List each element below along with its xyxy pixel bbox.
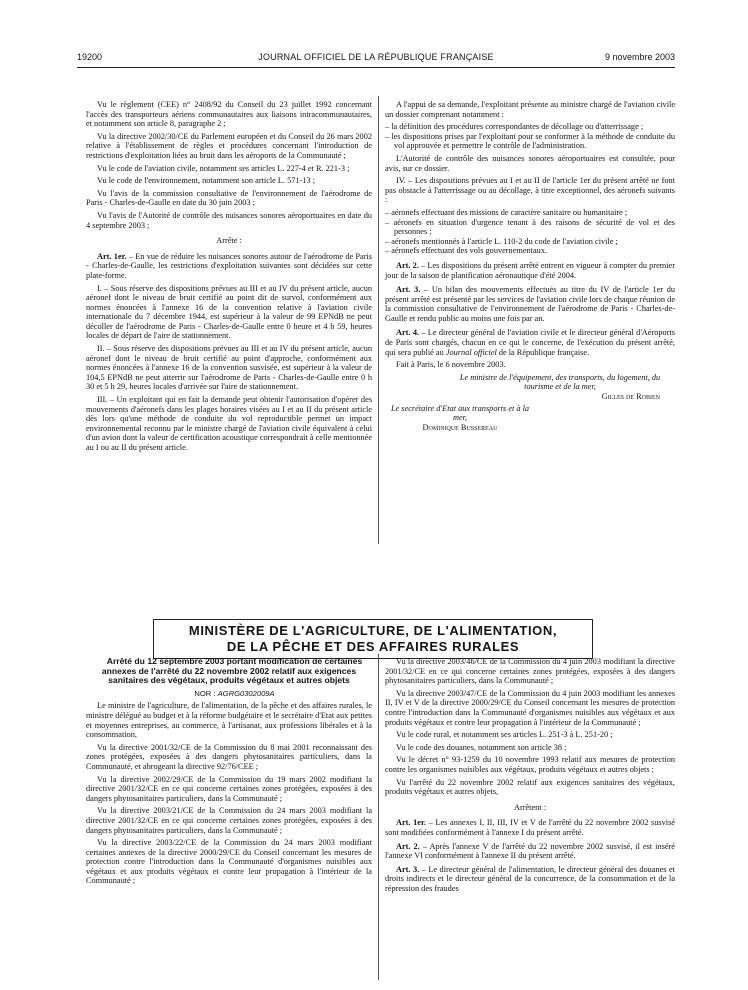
paragraph: L'Autorité de contrôle des nuisances sonores aéroportuaires est consultée, pour avis, sur ce dossier.	[385, 153, 675, 173]
nor-label: NOR :	[194, 688, 218, 698]
section-iii: III. – Un exploitant qui en fait la demande peut obtenir l'autorisation d'opérer des mouvements d'aéronefs dans les plages horaires visées au I et au II du présent article dès lors qu'une méthode de conduite du vol reproductible permet un impact environnemental reconnu par le ministre chargé de l'aviation civile équivalent à celui d'un avion dont la valeur de certification acoustique correspondrait à celle mentionnée au I ou au II du présent article.	[86, 395, 373, 452]
article-text: – En vue de réduire les nuisances sonores autour de l'aérodrome de Paris - Charles-de-Gaulle, les restrictions d'exploitation suivantes sont décidées sur cette plate-forme.	[86, 251, 372, 280]
signatory-name: Dominique Bussereau	[422, 422, 498, 432]
banner-line: DE LA PÊCHE ET DES AFFAIRES RURALES	[226, 639, 520, 654]
paragraph: Le ministre de l'agriculture, de l'alimentation, de la pêche et des affaires rurales, le ministre délégué au budget et à la réforme budgétaire et le secrétaire d'Etat aux petites et moyennes entreprises, au commerce, à l'artisanat, aux professions libérales et à la consommation,	[86, 701, 372, 740]
banner-line: MINISTÈRE DE L'AGRICULTURE, DE L'ALIMENTATION,	[188, 623, 558, 638]
issue-date: 9 novembre 2003	[604, 52, 675, 62]
nor-code: AGRG0302009A	[217, 688, 275, 698]
dash-item: – aéronefs en situation d'urgence tenant à des raisons de sécurité de vol et des personnes ;	[385, 217, 675, 237]
dash-item: – les dispositions prises par l'exploitant pour se conformer à la méthode de conduite du vol approuvée et permettre le contrôle de l'administration.	[385, 131, 675, 151]
article-text: de la République française.	[496, 347, 590, 357]
column-divider-lower	[378, 654, 379, 980]
visa-paragraph: Vu le code de l'environnement, notamment son article L. 571-13 ;	[97, 176, 316, 186]
arretent-heading: Arrêtent :	[513, 802, 547, 812]
page-number: 19200	[77, 52, 103, 62]
lower-left-column	[86, 657, 372, 889]
visa-paragraph: Vu l'arrêté du 22 novembre 2002 relatif aux exigences sanitaires des végétaux, produits végétaux et autres objets,	[385, 777, 675, 797]
visa-paragraph: Vu la directive 2003/46/CE de la Commission du 4 juin 2003 modifiant la directive 2001/32/CE en ce qui concerne certaines zones protégées, exposées à des dangers phytosanitaires particuliers, dans la Communauté ;	[385, 657, 675, 686]
visa-paragraph: Vu la directive 2003/47/CE de la Commission du 4 juin 2003 modifiant les annexes II, IV et V de la directive 2000/29/CE du Conseil concernant les mesures de protection contre l'introduction dans la Communauté d'organismes nuisibles aux végétaux et aux produits végétaux et contre leur propagation à l'intérieur de la Communauté ;	[385, 688, 675, 727]
visa-paragraph: Vu la directive 2003/21/CE de la Commission du 24 mars 2003 modifiant la directive 2001/32/CE en ce qui concerne certaines zones protégées, exposées à des dangers phytosanitaires particuliers, dans la Communauté ;	[86, 806, 372, 835]
article-text: – Les annexes I, II, III, IV et V de l'arrêté du 22 novembre 2002 susvisé sont modifiées conformément à l'annexe I du présent arrêté.	[385, 818, 675, 837]
article-text: – Le directeur général de l'alimentation, le directeur général des douanes et droits indirects et le directeur général de la concurrence, de la consommation et de la répression des fraudes	[385, 864, 675, 893]
upper-right-column	[385, 100, 675, 432]
article-text: – Après l'annexe V de l'arrêté du 22 novembre 2002 susvisé, il est inséré l'annexe VI conformément à l'annexe II du présent arrêté.	[385, 841, 675, 861]
lower-right-column	[385, 657, 675, 896]
article-4	[385, 328, 675, 357]
visa-paragraph: Vu l'avis de la commission consultative de l'environnement de l'aérodrome de Paris - Charles-de-Gaulle en date du 30 juin 2003 ;	[86, 188, 372, 208]
dash-item: – aéronefs effectuant des vols gouvernementaux.	[385, 246, 548, 256]
visa-paragraph: Vu la directive 2002/30/CE du Parlement européen et du Conseil du 26 mars 2002 relative à l'établissement de règles et procédures concernant l'introduction de restrictions d'exploitation liées au bruit dans les aéroports de la Communauté ;	[86, 131, 372, 160]
article-2	[385, 842, 675, 861]
section-i: I. – Sous réserve des dispositions prévues au III et au IV du présent article, aucun aéronef dont le niveau de bruit certifié au point dit de survol, conformément aux normes énoncées à l'annexe 16 de la convention relative à l'aviation civile internationale du 7 décembre 1944, est supérieur à la valeur de 99 EPNdB ne peut décoller de l'aérodrome de Paris - Charles-de-Gaulle entre 0 heure et 4 h 59, heures locales de départ de l'aire de stationnement.	[86, 283, 372, 341]
dash-item: – aéronefs mentionnés à l'article L. 110-2 du code de l'aviation civile ;	[385, 236, 618, 246]
signatory-role: Le secrétaire d'Etat aux transports et à la mer,	[390, 403, 530, 423]
visa-paragraph: Vu la directive 2003/22/CE de la Commission du 24 mars 2003 modifiant certaines annexes de la directive 2000/29/CE du Conseil concernant les mesures de protection contre l'introduction dans la Communauté d'organismes nuisibles aux végétaux et aux produits végétaux et contre leur propagation à l'intérieur de la Communauté ;	[86, 838, 372, 886]
dash-item: – aéronefs effectuant des missions de caractère sanitaire ou humanitaire ;	[385, 207, 628, 217]
visa-paragraph: Vu la directive 2002/29/CE de la Commission du 19 mars 2002 modifiant la directive 2001/32/CE en ce qui concerne certaines zones protégées, exposées à des dangers phytosanitaires particuliers, dans la Communauté ;	[86, 774, 372, 803]
nor-reference	[86, 689, 372, 699]
signatory-name: Gilles de Robien	[601, 392, 660, 402]
paragraph: A l'appui de sa demande, l'exploitant présente au ministre chargé de l'aviation civile un dossier comprenant notamment :	[385, 100, 675, 119]
article-1	[385, 818, 675, 837]
article-text: – Le directeur général de l'aviation civile et le directeur général d'Aéroports de Paris sont chargés, chacun en ce qui le concerne, de l'exécution du présent arrêté, qui sera publié au	[385, 328, 675, 357]
fait-a-paris: Fait à Paris, le 6 novembre 2003.	[396, 360, 506, 370]
decree-title: Arrêté du 12 septembre 2003 portant modification de certaines annexes de l'arrêté du 22 novembre 2002 relatif aux exigences sanitaires des végétaux, produits végétaux et autres objets	[101, 656, 363, 686]
article-label: Art. 3.	[396, 285, 421, 295]
article-text: – Les dispositions du présent arrêté entrent en vigueur à compter du premier jour de la saison de planification aéronautique d'été 2004.	[385, 260, 675, 280]
journal-italic: Journal officiel	[445, 347, 497, 357]
ministry-banner	[153, 619, 593, 659]
journal-title: JOURNAL OFFICIEL DE LA RÉPUBLIQUE FRANÇAISE	[258, 52, 494, 62]
visa-paragraph: Vu le code des douanes, notamment son article 38 ;	[396, 742, 567, 752]
article-3	[385, 285, 675, 323]
arrete-heading: Arrête :	[216, 236, 242, 246]
section-ii: II. – Sous réserve des dispositions prévues au III et au IV du présent article, aucun aéronef dont le niveau de bruit certifié au point d'approche, conformément aux normes énoncées à l'annexe 16 de la convention susvisée, est supérieur à la valeur de 104,5 EPNdB ne peut atterrir sur l'aérodrome de Paris - Charles-de-Gaulle entre 0 h 30 et 5 h 29, heures locales d'arrivée sur l'aire de stationnement.	[86, 344, 372, 392]
running-header	[77, 50, 675, 66]
header-rule	[77, 67, 675, 68]
section-iv: IV. – Les dispositions prévues au I et au II de l'article 1er du présent arrêté ne font pas obstacle à l'atterrissage ou au décollage, à titre exceptionnel, des aéronefs suivants :	[385, 176, 675, 205]
dash-item: – la définition des procédures correspondantes de décollage ou d'atterrissage ;	[385, 122, 644, 132]
visa-paragraph: Vu l'avis de l'Autorité de contrôle des nuisances sonores aéroportuaires en date du 4 septembre 2003 ;	[86, 210, 372, 230]
article-2	[385, 261, 675, 280]
visa-paragraph: Vu le code de l'aviation civile, notamment ses articles L. 227-4 et R. 221-3 ;	[97, 163, 350, 173]
article-label: Art. 4.	[396, 328, 420, 338]
article-text: – Un bilan des mouvements effectués au titre du IV de l'article 1er du présent arrêté est présenté par les services de l'aviation civile lors de chaque réunion de la commission consultative de l'environnement de l'aérodrome de Paris - Charles-de-Gaulle et rendu public au moins une fois par an.	[385, 285, 675, 323]
article-1	[86, 252, 372, 281]
visa-paragraph: Vu le règlement (CEE) n° 2408/92 du Conseil du 23 juillet 1992 concernant l'accès des transporteurs aériens communautaires aux liaisons intracommunautaires, et notamment son article 8, paragraphe 2 ;	[86, 100, 372, 129]
article-label: Art. 2.	[396, 260, 419, 270]
article-label: Art. 2.	[396, 841, 420, 851]
article-3	[385, 865, 675, 894]
signatory-role: Le ministre de l'équipement, des transports, du logement, du tourisme et de la mer,	[459, 372, 661, 392]
visa-paragraph: Vu le code rural, et notamment ses articles L. 251-3 à L. 251-20 ;	[396, 730, 613, 740]
visa-paragraph: Vu la directive 2001/32/CE de la Commission du 8 mai 2001 reconnaissant des zones protégées, exposées à des dangers phytosanitaires particuliers, dans la Communauté, et abrogeant la directive 92/76/CEE ;	[86, 742, 372, 771]
article-label: Art. 1er.	[396, 818, 426, 828]
visa-paragraph: Vu le décret n° 93-1259 du 10 novembre 1993 relatif aux mesures de protection contre les organismes nuisibles aux végétaux, produits végétaux et autres objets ;	[385, 755, 675, 774]
upper-left-column	[86, 100, 372, 456]
article-label: Art. 3.	[396, 864, 420, 874]
column-divider-upper	[378, 96, 379, 544]
article-label: Art. 1er.	[97, 251, 127, 261]
